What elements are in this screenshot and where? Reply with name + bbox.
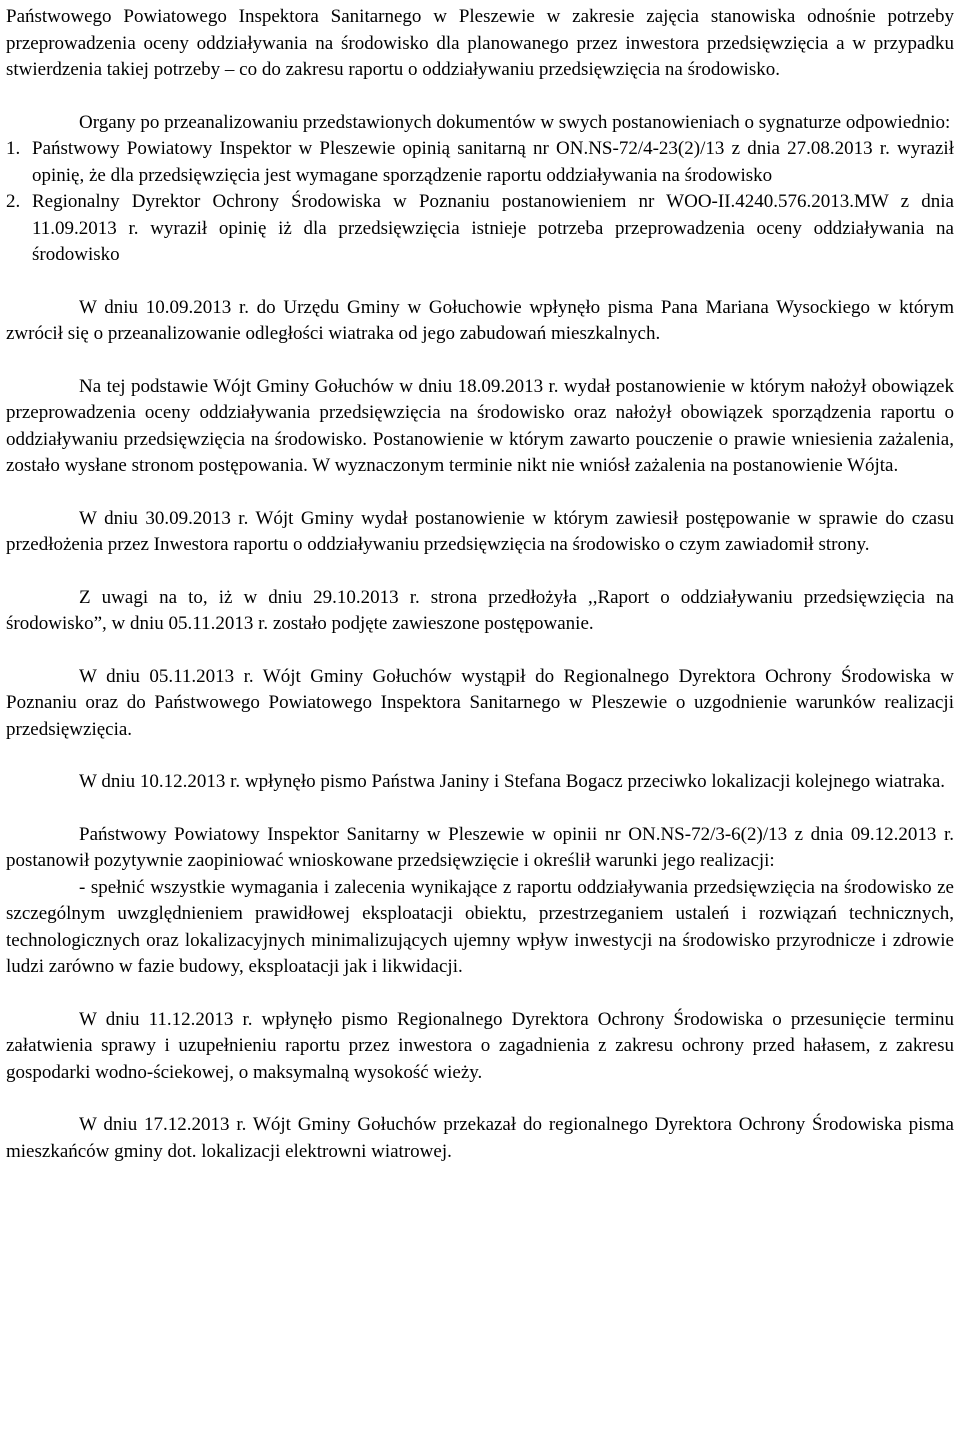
organs-lead-paragraph: Organy po przeanalizowaniu przedstawionych dokumentów w swych postanowieniach o sygnaturze odpowiednio: bbox=[79, 111, 951, 133]
intro-paragraph: Państwowego Powiatowego Inspektora Sanitarnego w Pleszewie w zakresie zajęcia stanowiska odnośnie potrzeby przeprowadzenia oceny oddziaływania na środowisko dla planowanego przez inwestora przedsięwzięcia a w przypadku stwierdzenia takiej potrzeby – co do zakresu raportu o oddziaływaniu przedsięwzięcia na środowisko. bbox=[6, 6, 954, 80]
list-item bbox=[6, 136, 954, 189]
paragraph-05-11: W dniu 05.11.2013 r. Wójt Gminy Gołuchów wystąpił do Regionalnego Dyrektora Ochrony Środowiska w Poznaniu oraz do Państwowego Powiatowego Inspektora Sanitarnego w Pleszewie o uzgodnienie warunków realizacji przedsięwzięcia. bbox=[6, 665, 954, 740]
list-item-text: Państwowy Powiatowy Inspektor w Pleszewie opinią sanitarną nr ON.NS-72/4-23(2)/13 z dnia 27.08.2013 r. wyraził opinię, że dla przedsięwzięcia jest wymagane sporządzenie raportu oddziaływania na środowisko bbox=[32, 138, 954, 186]
paragraph-09-12: Państwowy Powiatowy Inspektor Sanitarny w Pleszewie w opinii nr ON.NS-72/3-6(2)/13 z dnia 09.12.2013 r. postanowił pozytywnie zaopiniować wnioskowane przedsięwzięcie i określił warunki jego realizacji: bbox=[6, 823, 954, 871]
paragraph-17-12: W dniu 17.12.2013 r. Wójt Gminy Gołuchów przekazał do regionalnego Dyrektora Ochrony Środowiska pisma mieszkańców gminy dot. lokalizacji elektrowni wiatrowej. bbox=[6, 1114, 954, 1162]
requirements-bullet: - spełnić wszystkie wymagania i zalecenia wynikające z raportu oddziaływania przedsięwzięcia na środowisko ze szczególnym uwzględnieniem prawidłowej eksploatacji obiektu, przestrzeganiem ustaleń i rozwiązań technicznych, technologicznych oraz lokalizacyjnych minimalizujących ujemny wpływ inwestycji na środowisko przyrodnicze i zdrowie ludzi zarówno w fazie budowy, eksploatacji jak i likwidacji. bbox=[6, 876, 954, 977]
paragraph-18-09: Na tej podstawie Wójt Gminy Gołuchów w dniu 18.09.2013 r. wydał postanowienie w którym nałożył obowiązek przeprowadzenia oceny oddziaływania przedsięwzięcia na środowisko oraz nałożył obowiązek sporządzenia raportu o oddziaływaniu przedsięwzięcia na środowisko. Postanowienie w którym zawarto pouczenie o prawie wniesienia zażalenia, zostało wysłane stronom postępowania. W wyznaczonym terminie nikt nie wniósł zażalenia na postanowienie Wójta. bbox=[6, 375, 954, 476]
list-item-number: 1. bbox=[6, 138, 21, 159]
paragraph-10-09: W dniu 10.09.2013 r. do Urzędu Gminy w Gołuchowie wpłynęło pisma Pana Mariana Wysockiego w którym zwrócił się o przeanalizowanie odległości wiatraka od jego zabudowań mieszkalnych. bbox=[6, 296, 954, 344]
paragraph-11-12: W dniu 11.12.2013 r. wpłynęło pismo Regionalnego Dyrektora Ochrony Środowiska o przesunięcie terminu załatwienia sprawy i uzupełnieniu raportu przez inwestora o zagadnienia z zakresu ochrony przed hałasem, z zakresu gospodarki wodno-ściekowej, o maksymalną wysokość wieży. bbox=[6, 1008, 954, 1083]
paragraph-29-10: Z uwagi na to, iż w dniu 29.10.2013 r. strona przedłożyła ,,Raport o oddziaływaniu przedsięwzięcia na środowisko”, w dniu 05.11.2013 r. zostało podjęte zawieszone postępowanie. bbox=[6, 586, 954, 634]
paragraph-30-09: W dniu 30.09.2013 r. Wójt Gminy wydał postanowienie w którym zawiesił postępowanie w sprawie do czasu przedłożenia przez Inwestora raportu o oddziaływaniu przedsięwzięcia na środowisko o czym zawiadomił strony. bbox=[6, 507, 954, 555]
list-item-number: 2. bbox=[6, 191, 21, 212]
list-item bbox=[6, 189, 954, 269]
list-item-text: Regionalny Dyrektor Ochrony Środowiska w Poznaniu postanowieniem nr WOO-II.4240.576.2013.MW z dnia 11.09.2013 r. wyraził opinię iż dla przedsięwzięcia istnieje potrzeba przeprowadzenia oceny oddziaływania na środowisko bbox=[32, 191, 954, 265]
opinions-list bbox=[6, 136, 954, 269]
paragraph-10-12: W dniu 10.12.2013 r. wpłynęło pismo Państwa Janiny i Stefana Bogacz przeciwko lokalizacji kolejnego wiatraka. bbox=[79, 771, 946, 792]
